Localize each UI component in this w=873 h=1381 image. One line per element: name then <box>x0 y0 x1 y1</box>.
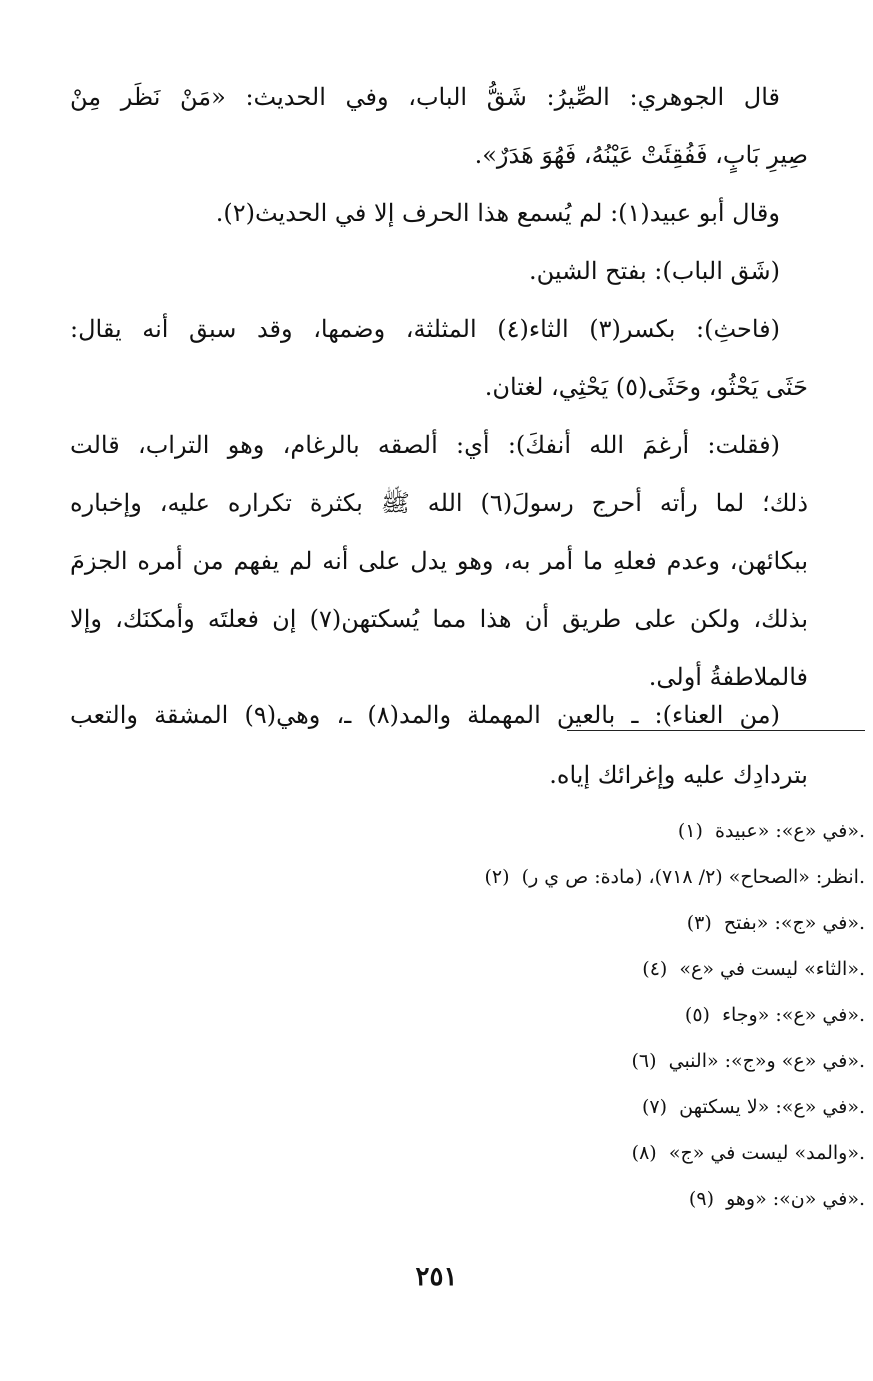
footnote-number: (١) <box>677 820 703 842</box>
footnote-text: في «ن»: «وهو». <box>726 1188 865 1210</box>
footnote-divider <box>567 730 865 731</box>
text-line: ذلك؛ لما رأته أحرج رسولَ(٦) الله ﷺ بكثرة تكراره عليه، وإخباره <box>70 489 808 517</box>
text-line: بتردادِك عليه وإغرائك إياه. <box>549 761 808 789</box>
text-line: قال الجوهري: الصِّيرُ: شَقُّ الباب، وفي الحديث: «مَنْ نَظَر مِنْ <box>70 83 780 111</box>
footnote-number: (٧) <box>642 1096 668 1118</box>
footnote-number: (٨) <box>631 1142 657 1164</box>
text-line: (فاحثِ): بكسر(٣) الثاء(٤) المثلثة، وضمها، وقد سبق أنه يقال: <box>70 315 780 343</box>
footnote <box>625 1094 865 1120</box>
text-line: وقال أبو عبيد(١): لم يُسمع هذا الحرف إلا في الحديث(٢). <box>215 199 780 227</box>
text-line: (شَق الباب): بفتح الشين. <box>528 257 780 285</box>
footnote-number: (٦) <box>631 1050 657 1072</box>
page-number: ٢٥١ <box>415 1262 458 1292</box>
footnote-number: (٥) <box>684 1004 710 1026</box>
footnote <box>668 1002 865 1028</box>
footnote <box>615 1140 865 1166</box>
footnote-number: (٤) <box>642 958 668 980</box>
footnote-text: انظر: «الصحاح» (٢/ ٧١٨)، (مادة: ص ي ر). <box>521 866 865 888</box>
text-line: فالملاطفةُ أولى. <box>648 663 808 691</box>
text-line: صِيرِ بَابٍ، فَفُقِئَتْ عَيْنُهُ، فَهُوَ هَدَرٌ». <box>474 141 808 169</box>
text-line: حَثَى يَحْثُو، وحَثَى(٥) يَحْثِي، لغتان. <box>484 373 808 401</box>
footnote <box>661 818 865 844</box>
footnote-number: (٣) <box>686 912 712 934</box>
footnote-text: في «ج»: «بفتح». <box>723 912 865 934</box>
footnote-number: (٩) <box>688 1188 714 1210</box>
footnote <box>670 910 865 936</box>
footnote <box>468 864 865 890</box>
footnote-number: (٢) <box>484 866 510 888</box>
footnote-text: في «ع»: «عبيدة». <box>714 820 865 842</box>
text-line: (من العناء): ـ بالعين المهملة والمد(٨) ـ، وهي(٩) المشقة والتعب <box>70 701 780 729</box>
footnote-text: «الثاء» ليست في «ع». <box>679 958 865 980</box>
footnote-text: في «ع» و«ج»: «النبي». <box>668 1050 865 1072</box>
footnote <box>625 956 865 982</box>
text-line: بذلك، ولكن على طريق أن هذا مما يُسكتهن(٧) إن فعلتَه وأمكنَك، وإلا <box>70 605 808 633</box>
footnote-text: في «ع»: «وجاء». <box>722 1004 865 1026</box>
footnote-text: في «ع»: «لا يسكتهن». <box>679 1096 865 1118</box>
footnote <box>672 1186 865 1212</box>
text-line: ببكائهن، وعدم فعلهِ ما أمر به، وهو يدل على أنه لم يفهم من أمره الجزمَ <box>70 547 808 575</box>
footnote <box>615 1048 865 1074</box>
text-line: (فقلت: أرغمَ الله أنفكَ): أي: ألصقه بالرغام، وهو التراب، قالت <box>70 431 780 459</box>
footnote-text: «والمد» ليست في «ج». <box>668 1142 865 1164</box>
